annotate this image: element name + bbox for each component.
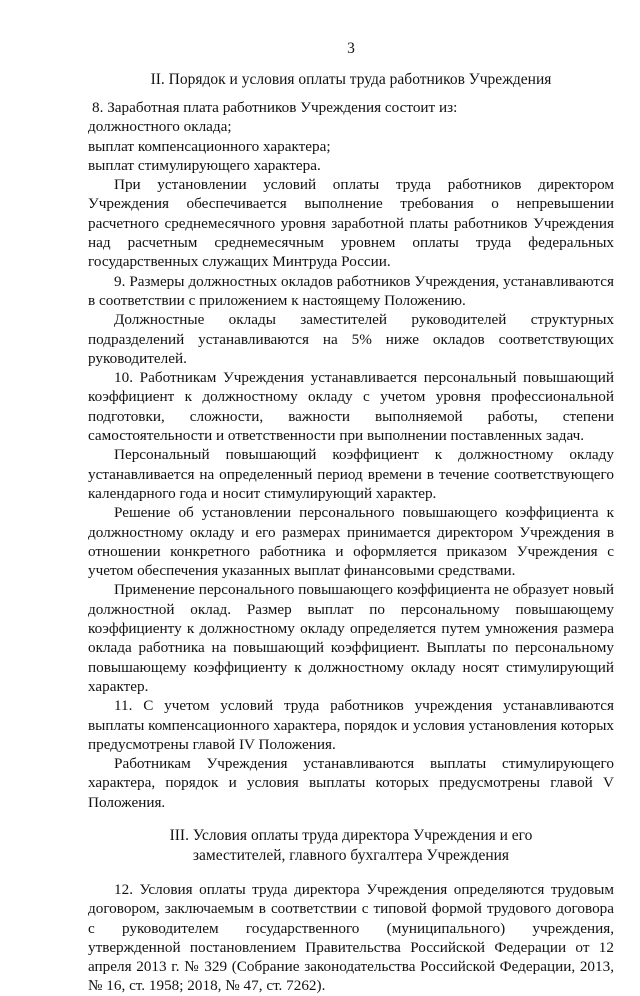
paragraph-10: 10. Работникам Учреждения устанавливается персональный повышающий коэффициент к должностному окладу с учетом уровня профессиональной подготовки, сложности, важности выполняемой работы, степени самостоятельности и ответственности при выполнении поставленных задач.	[88, 369, 614, 445]
section-3-title-line-1: III. Условия оплаты труда директора Учреждения и его	[169, 826, 533, 844]
paragraph-11-b: Работникам Учреждения устанавливаются выплаты стимулирующего характера, порядок и условия выплаты которых предусмотрены главой V Положения.	[88, 755, 614, 811]
paragraph-10-b: Персональный повышающий коэффициент к должностному окладу устанавливается на определенный период времени в течение соответствующего календарного года и носит стимулирующий характер.	[88, 446, 614, 502]
list-item: должностного оклада;	[88, 118, 232, 136]
section-3-title-line-2: заместителей, главного бухгалтера Учреждения	[192, 846, 510, 864]
paragraph-9: 9. Размеры должностных окладов работников Учреждения, устанавливаются в соответствии с приложением к настоящему Положению.	[88, 272, 614, 309]
paragraph-10-c: Решение об установлении персонального повышающего коэффициента к должностному окладу и его размерах принимается директором Учреждения в отношении конкретного работника и оформляется приказом Учреждения с учетом обеспечения указанных выплат финансовыми средствами.	[88, 504, 614, 580]
paragraph-12: 12. Условия оплаты труда директора Учреждения определяются трудовым договором, заключаемым в соответствии с типовой формой трудового договора с руководителем государственного (муниципального) учреждения, утвержденной постановлением Правительства Российской Федерации от 12 апреля 2013 г. № 329 (Собрание законодательства Российской Федерации, 2013, № 16, ст. 1958; 2018, № 47, ст. 7262).	[88, 880, 614, 995]
paragraph-9-b: Должностные оклады заместителей руководителей структурных подразделений устанавливаются на 5% ниже окладов соответствующих руководителей.	[88, 311, 614, 367]
paragraph-10-d: Применение персонального повышающего коэффициента не образует новый должностной оклад. Размер выплат по персональному повышающему коэффициенту к должностному окладу определяется путем умножения размера оклада работника на повышающий коэффициент. Выплаты по персональному повышающему коэффициенту к должностному окладу носят стимулирующий характер.	[88, 581, 614, 695]
paragraph-8-head: 8. Заработная плата работников Учреждения состоит из:	[92, 99, 458, 116]
list-item: выплат компенсационного характера;	[88, 137, 331, 155]
paragraph-11: 11. С учетом условий труда работников учреждения устанавливаются выплаты компенсационного характера, порядок и условия установления которых предусмотрены главой IV Положения.	[88, 697, 614, 753]
list-item: выплат стимулирующего характера.	[88, 156, 321, 174]
page-number: 3	[347, 40, 355, 57]
paragraph-8-tail: При установлении условий оплаты труда работников директором Учреждения обеспечивается выполнение требования о непревышении расчетного среднемесячного уровня заработной платы работников Учреждения над расчетным среднемесячным уровнем оплаты труда федеральных государственных служащих Минтруда России.	[88, 176, 614, 271]
section-2-title: II. Порядок и условия оплаты труда работников Учреждения	[150, 71, 552, 88]
